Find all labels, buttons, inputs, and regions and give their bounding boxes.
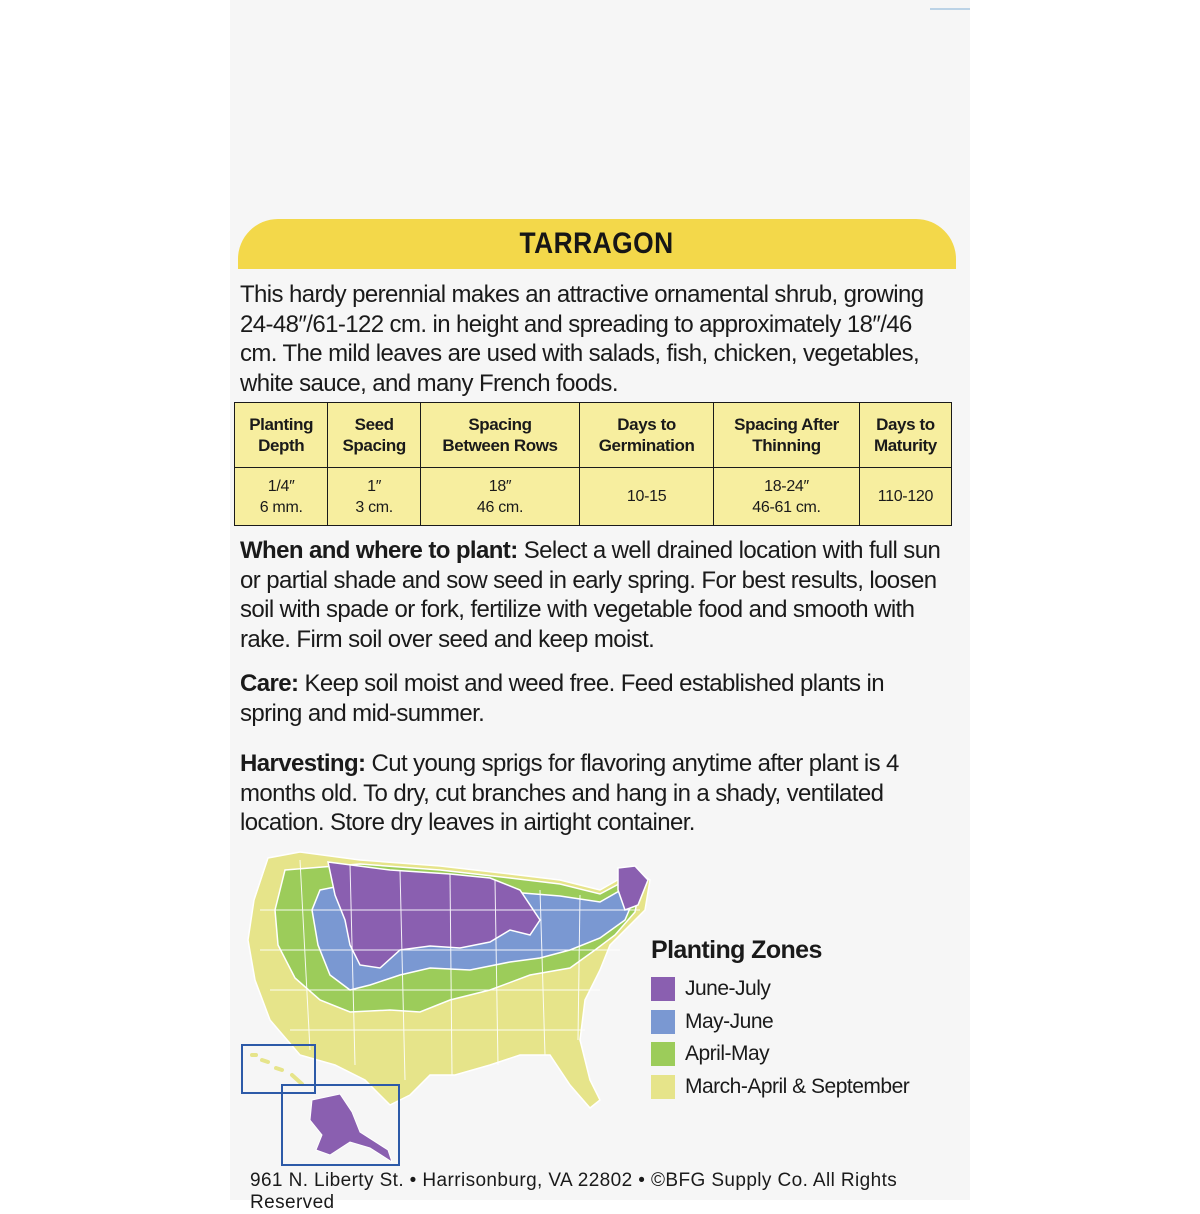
legend-item-june-july [651,973,951,1006]
harvesting-text: Cut young sprigs for flavoring anytime after plant is 4 months old. To dry, cut branches and hang in a shady, ventilated location. Store dry leaves in airtight container. [240,750,899,836]
legend-item-may-june [651,1006,951,1039]
value-spacing-after-thinning: 18-24″ 46-61 cm. [714,468,860,526]
legend-item-april-may [651,1038,951,1071]
swatch-green [651,1042,675,1066]
care-text: Keep soil moist and weed free. Feed established plants in spring and mid-summer. [240,670,884,727]
care-label: Care: [240,670,299,697]
swatch-purple [651,977,675,1001]
header-spacing-after-thinning: Spacing After Thinning [714,403,860,468]
legend-label: May-June [685,1009,774,1033]
value-seed-spacing: 1″ 3 cm. [328,468,421,526]
legend-item-march-april-september [651,1071,951,1104]
top-edge-line [930,8,970,10]
when-where-section [240,536,960,654]
page-title: TARRAGON [519,227,675,260]
planting-zones-legend [651,936,951,1103]
care-section [240,669,930,728]
legend-label: April-May [685,1042,770,1066]
legend-label: June-July [685,977,771,1001]
value-days-to-maturity: 110-120 [859,468,951,526]
planting-specs-table [234,402,952,526]
title-banner [238,219,956,269]
swatch-blue [651,1010,675,1034]
hawaii-islands [252,1055,302,1084]
intro-paragraph [240,280,930,398]
when-label: When and where to plant: [240,537,518,564]
legend-label: March-April & September [685,1074,910,1098]
harvesting-label: Harvesting: [240,750,366,777]
header-seed-spacing: Seed Spacing [328,403,421,468]
when-text: Select a well drained location with full sun or partial shade and sow seed in early spring. For best results, loosen soil with spade or fork, fertilize with vegetable food and smooth with rake. Firm soil over seed and keep moist. [240,537,941,653]
value-days-to-germination: 10-15 [580,468,714,526]
planting-zone-map [240,850,665,1170]
header-days-to-germination: Days to Germination [580,403,714,468]
footer-address: 961 N. Liberty St. • Harrisonburg, VA 22802 • ©BFG Supply Co. All Rights Reserved [250,1170,898,1213]
table-header-row [235,403,952,468]
harvesting-section [240,749,960,838]
header-days-to-maturity: Days to Maturity [859,403,951,468]
header-planting-depth: Planting Depth [235,403,328,468]
table-row [235,468,952,526]
legend-title: Planting Zones [651,936,822,964]
header-spacing-between-rows: Spacing Between Rows [420,403,579,468]
value-planting-depth: 1/4″ 6 mm. [235,468,328,526]
alaska-shape [310,1094,392,1162]
value-spacing-between-rows: 18″ 46 cm. [420,468,579,526]
swatch-yellow [651,1075,675,1099]
intro-text: This hardy perennial makes an attractive ornamental shrub, growing 24-48″/61-122 cm. in height and spreading to approximately 18″/46 cm. The mild leaves are used with salads, fish, chicken, vegetables, white sauce, and many French foods. [240,281,924,397]
